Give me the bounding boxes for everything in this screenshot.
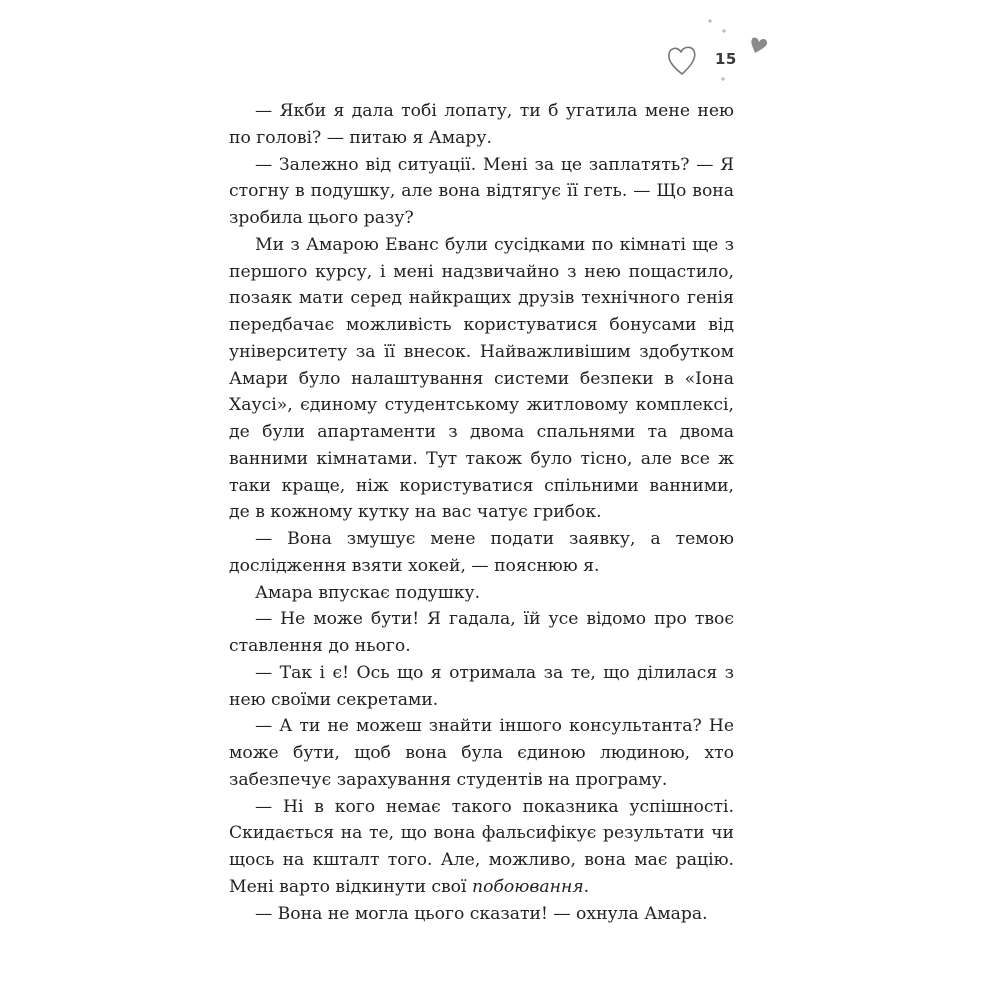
paragraph: Ми з Амарою Еванс були сусідками по кімнаті ще з першого курсу, і мені надзвичайно з нею пощастило, позаяк мати серед найкращих друзів технічного генія передбачає можливість користуватися бонусами від університету за її внесок. Найважливішим здобутком Амари було налаштування системи безпеки в «Іона Хаусі», єдиному студентському житловому комплексі, де були апартаменти з двома спальнями та двома ванними кімнатами. Тут також було тісно, але все ж таки краще, ніж користуватися спільними ванними, де в кожному кутку на вас чатує грибок.	[229, 234, 734, 523]
paragraph: — Вона змушує мене подати заявку, а темою дослідження взяти хокей, — пояснюю я.	[229, 529, 734, 576]
paragraph	[229, 794, 734, 901]
paragraph: — Вона не могла цього сказати! — охнула Амара.	[255, 903, 708, 924]
page-number: 15	[715, 50, 737, 68]
paragraph-text: — Ні в кого немає такого показника успішності. Скидається на те, що вона фальсифікує результати чи щось на кшталт того. Але, можливо, вона має рацію. Мені варто відкинути свої	[229, 796, 734, 897]
page-header	[0, 0, 1000, 100]
paragraph-text-end: .	[583, 876, 590, 897]
emphasized-word: побоювання	[472, 876, 584, 897]
paragraph: — А ти не можеш знайти іншого консультанта? Не може бути, щоб вона була єдиною людиною, хто забезпечує зарахування студентів на програму.	[229, 716, 734, 790]
body-text	[229, 98, 734, 927]
paragraph: — Не може бути! Я гадала, їй усе відомо про твоє ставлення до нього.	[229, 609, 734, 656]
paragraph: Амара впускає подушку.	[255, 582, 481, 603]
heart-outline-icon	[666, 43, 698, 77]
paragraph: — Так і є! Ось що я отримала за те, що ділилася з нею своїми секретами.	[229, 662, 734, 710]
paragraph: — Залежно від ситуації. Мені за це заплатять? — Я стогну в подушку, але вона відтягує її геть. — Що вона зробила цього разу?	[229, 154, 734, 228]
paragraph: — Якби я дала тобі лопату, ти б угатила мене нею по голові? — питаю я Амару.	[229, 101, 734, 148]
heart-filled-icon	[749, 35, 769, 55]
